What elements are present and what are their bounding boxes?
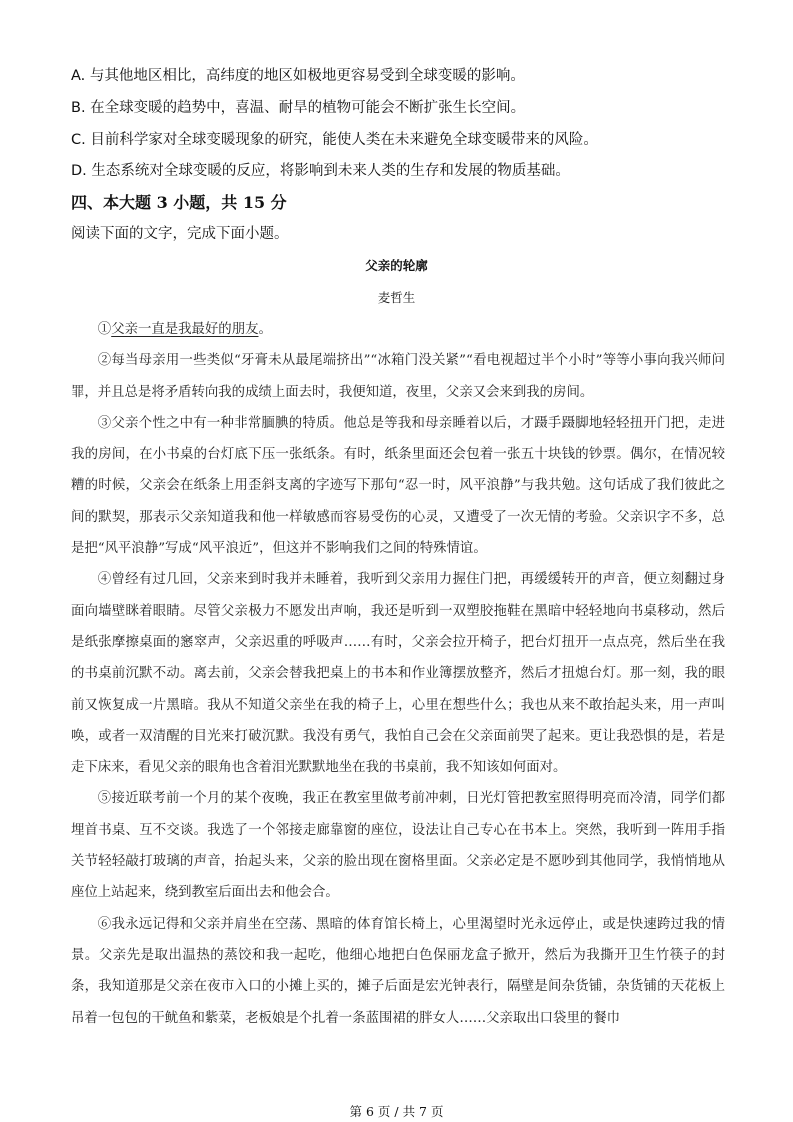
reading-instruction: 阅读下面的文字，完成下面小题。 bbox=[71, 226, 289, 242]
paragraph-5: ⑤接近联考前一个月的某个夜晚，我正在教室里做考前冲刺，日光灯管把教室照得明亮而冷清，同学们都埋首书桌、互不交谈。我选了一个邻接走廊靠窗的座位，设法让自己专心在书本上。突然，我听到一阵用手指关节轻轻敲打玻璃的声音，抬起头来，父亲的脸出现在窗格里面。父亲必定是不愿吵到其他同学，我悄悄地从座位上站起来，绕到教室后面出去和他会合。 bbox=[71, 791, 725, 901]
article-body bbox=[71, 314, 725, 1034]
paragraph-2: ②每当母亲用一些类似“牙膏未从最尾端挤出”“冰箱门没关紧”“看电视超过半个小时”等等小事向我兴师问罪，并且总是将矛盾转向我的成绩上面去时，我便知道，夜里，父亲又会来到我的房间。 bbox=[71, 353, 726, 400]
paragraph-1: ①父亲一直是我最好的朋友。 bbox=[97, 322, 272, 337]
option-b: B. 在全球变暖的趋势中，喜温、耐旱的植物可能会不断扩张生长空间。 bbox=[71, 100, 526, 116]
article-title: 父亲的轮廓 bbox=[365, 258, 428, 273]
option-a: A. 与其他地区相比，高纬度的地区如极地更容易受到全球变暖的影响。 bbox=[71, 68, 525, 84]
option-d: D. 生态系统对全球变暖的反应，将影响到未来人类的生存和发展的物质基础。 bbox=[71, 163, 570, 179]
underlined-sentence: 父亲一直是我最好的朋友 bbox=[111, 322, 259, 337]
option-c: C. 目前科学家对全球变暖现象的研究，能使人类在未来避免全球变暖带来的风险。 bbox=[71, 132, 598, 148]
paragraph-3: ③父亲个性之中有一种非常腼腆的特质。他总是等我和母亲睡着以后，才蹑手蹑脚地轻轻扭开门把，走进我的房间，在小书桌的台灯底下压一张纸条。有时，纸条里面还会包着一张五十块钱的钞票。偶尔，在情况较糟的时候，父亲会在纸条上用歪斜支离的字迹写下那句“忍一时，风平浪静”与我共勉。这句话成了我们彼此之间的默契，那表示父亲知道我和他一样敏感而容易受伤的心灵，又遭受了一次无情的考验。父亲识字不多，总是把“风平浪静”写成“风平浪近”，但这并不影响我们之间的特殊情谊。 bbox=[71, 415, 725, 557]
article-author: 麦哲生 bbox=[377, 290, 416, 305]
page-number-footer: 第 6 页 / 共 7 页 bbox=[349, 1104, 444, 1119]
section-heading: 四、本大题 3 小题，共 15 分 bbox=[71, 193, 287, 212]
paragraph-6: ⑥我永远记得和父亲并肩坐在空荡、黑暗的体育馆长椅上，心里渴望时光永远停止，或是快速跨过我的情景。父亲先是取出温热的蒸饺和我一起吃，他细心地把白色保丽龙盒子掀开，然后为我撕开卫生竹筷子的封条，我知道那是父亲在夜市入口的小摊上买的，摊子后面是宏光钟表行，隔壁是间杂货铺，杂货铺的天花板上吊着一包包的干鱿鱼和紫菜，老板娘是个扎着一条蓝围裙的胖女人……父亲取出口袋里的餐巾 bbox=[71, 916, 725, 1026]
paragraph-4: ④曾经有过几回，父亲来到时我并未睡着，我听到父亲用力握住门把，再缓缓转开的声音，便立刻翻过身面向墙壁眯着眼睛。尽管父亲极力不愿发出声响，我还是听到一双塑胶拖鞋在黑暗中轻轻地向书桌移动，然后是纸张摩擦桌面的窸窣声，父亲迟重的呼吸声……有时，父亲会拉开椅子，把台灯扭开一点点亮，然后坐在我的书桌前沉默不动。离去前，父亲会替我把桌上的书本和作业簿摆放整齐，然后才扭熄台灯。那一刻，我的眼前又恢复成一片黑暗。我从不知道父亲坐在我的椅子上，心里在想些什么；我也从来不敢抬起头来，用一声叫唤，或者一双清醒的目光来打破沉默。我没有勇气，我怕自己会在父亲面前哭了起来。更让我恐惧的是，若是走下床来，看见父亲的眼角也含着泪光默默地坐在我的书桌前，我不知该如何面对。 bbox=[71, 572, 725, 776]
